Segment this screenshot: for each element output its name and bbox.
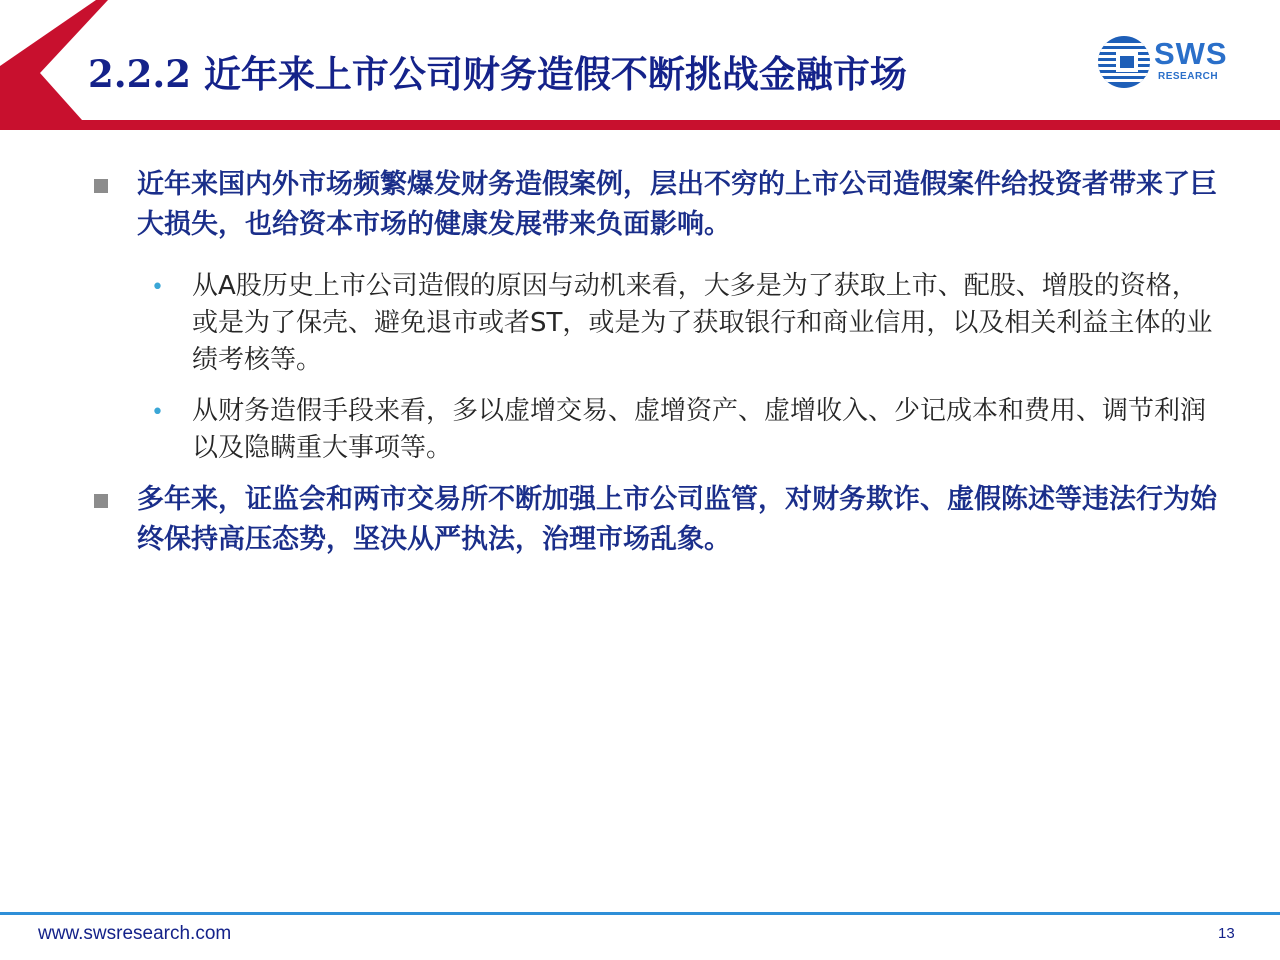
sub-point-2: 从财务造假手段来看，多以虚增交易、虚增资产、虚增收入、少记成本和费用、调节利润以及隐瞒重大事项等。 xyxy=(192,396,1207,463)
sws-logo xyxy=(1096,34,1256,90)
slide-title: 2.2.2 近年来上市公司财务造假不断挑战金融市场 xyxy=(88,52,907,96)
square-bullet-icon xyxy=(94,179,108,193)
footer-website-link[interactable]: www.swsresearch.com xyxy=(38,923,232,944)
main-point-1: 近年来国内外市场频繁爆发财务造假案例，层出不穷的上市公司造假案件给投资者带来了巨大损失，也给资本市场的健康发展带来负面影响。 xyxy=(137,169,1217,240)
dot-bullet-icon: • xyxy=(151,275,164,300)
page-number: 13 xyxy=(1218,925,1235,942)
logo-subtitle: RESEARCH xyxy=(1158,71,1219,82)
sub-point-1: 从A股历史上市公司造假的原因与动机来看，大多是为了获取上市、配股、增股的资格，或是为了保壳、避免退市或者ST，或是为了获取银行和商业信用，以及相关利益主体的业绩考核等。 xyxy=(192,271,1213,375)
sws-logo-icon xyxy=(1096,34,1152,90)
main-point-2: 多年来，证监会和两市交易所不断加强上市公司监管，对财务欺诈、虚假陈述等违法行为始终保持高压态势，坚决从严执法，治理市场乱象。 xyxy=(137,484,1217,555)
logo-wordmark: SWS xyxy=(1154,36,1228,71)
footer-divider xyxy=(0,912,1280,915)
dot-bullet-icon: • xyxy=(151,400,164,425)
slide-header xyxy=(0,0,1280,130)
square-bullet-icon xyxy=(94,494,108,508)
